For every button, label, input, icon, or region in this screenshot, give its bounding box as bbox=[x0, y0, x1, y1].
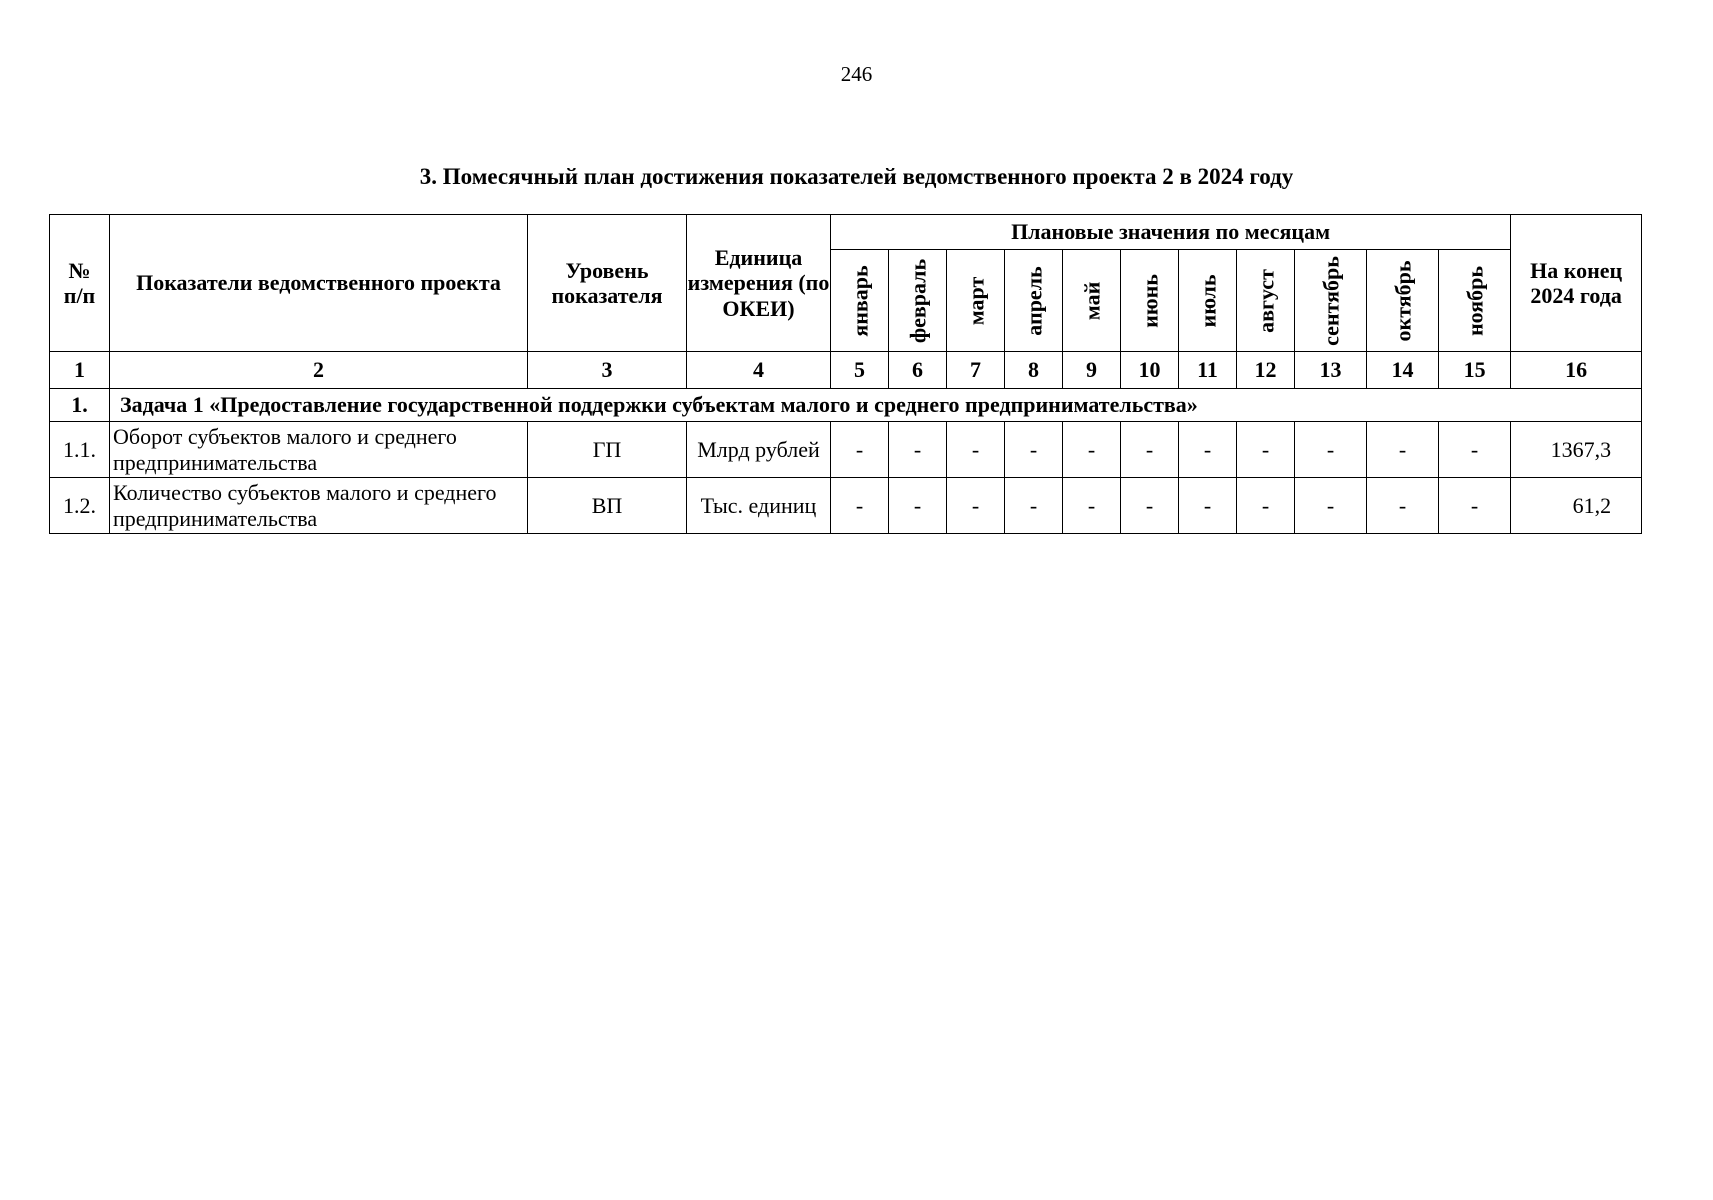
header-level: Уровень показателя bbox=[528, 215, 687, 352]
column-number: 15 bbox=[1439, 352, 1511, 389]
column-number: 4 bbox=[687, 352, 831, 389]
column-number: 2 bbox=[110, 352, 528, 389]
row-level: ВП bbox=[528, 478, 687, 534]
row-month-value: - bbox=[947, 478, 1005, 534]
page-number: 246 bbox=[840, 62, 873, 86]
table-row bbox=[50, 478, 1642, 534]
task-num: 1. bbox=[50, 389, 110, 422]
month-label: март bbox=[962, 276, 988, 325]
header-year-end: На конец 2024 года bbox=[1511, 215, 1642, 352]
row-month-value: - bbox=[1237, 422, 1295, 478]
header-month-6 bbox=[1121, 250, 1179, 352]
column-number: 14 bbox=[1367, 352, 1439, 389]
month-label: январь bbox=[846, 264, 872, 337]
row-month-value: - bbox=[831, 478, 889, 534]
header-month-9 bbox=[1295, 250, 1367, 352]
column-numbers-row bbox=[50, 352, 1642, 389]
header-month-8 bbox=[1237, 250, 1295, 352]
column-number: 10 bbox=[1121, 352, 1179, 389]
row-month-value: - bbox=[1439, 478, 1511, 534]
row-month-value: - bbox=[1295, 478, 1367, 534]
header-month-4 bbox=[1005, 250, 1063, 352]
table-row bbox=[50, 422, 1642, 478]
row-month-value: - bbox=[1121, 422, 1179, 478]
header-month-10 bbox=[1367, 250, 1439, 352]
row-month-value: - bbox=[1063, 422, 1121, 478]
column-number: 16 bbox=[1511, 352, 1642, 389]
column-number: 9 bbox=[1063, 352, 1121, 389]
column-number: 5 bbox=[831, 352, 889, 389]
row-month-value: - bbox=[1005, 422, 1063, 478]
row-month-value: - bbox=[1439, 422, 1511, 478]
column-number: 6 bbox=[889, 352, 947, 389]
row-year-end-value: 61,2 bbox=[1511, 478, 1642, 534]
month-label: май bbox=[1078, 281, 1104, 320]
month-label: февраль bbox=[904, 258, 930, 343]
header-num-line2: п/п bbox=[63, 283, 96, 308]
row-num: 1.1. bbox=[50, 422, 110, 478]
header-month-7 bbox=[1179, 250, 1237, 352]
column-number: 3 bbox=[528, 352, 687, 389]
month-label: апрель bbox=[1020, 265, 1046, 336]
header-month-1 bbox=[831, 250, 889, 352]
row-unit: Млрд рублей bbox=[687, 422, 831, 478]
row-indicator-name: Количество субъектов малого и среднего предпринимательства bbox=[110, 478, 528, 534]
month-label: ноябрь bbox=[1461, 265, 1487, 336]
row-num: 1.2. bbox=[50, 478, 110, 534]
header-month-2 bbox=[889, 250, 947, 352]
row-month-value: - bbox=[889, 478, 947, 534]
header-num bbox=[50, 215, 110, 352]
row-unit: Тыс. единиц bbox=[687, 478, 831, 534]
row-month-value: - bbox=[1179, 422, 1237, 478]
column-number: 12 bbox=[1237, 352, 1295, 389]
month-label: август bbox=[1252, 268, 1278, 333]
row-month-value: - bbox=[831, 422, 889, 478]
header-monthly-group: Плановые значения по месяцам bbox=[831, 215, 1511, 250]
row-month-value: - bbox=[1237, 478, 1295, 534]
header-month-11 bbox=[1439, 250, 1511, 352]
month-label: сентябрь bbox=[1317, 255, 1343, 346]
column-number: 11 bbox=[1179, 352, 1237, 389]
document-title: 3. Помесячный план достижения показателей ведомственного проекта 2 в 2024 году bbox=[419, 164, 1294, 189]
task-text: Задача 1 «Предоставление государственной поддержки субъектам малого и среднего предпринимательства» bbox=[110, 389, 1642, 422]
column-number: 8 bbox=[1005, 352, 1063, 389]
row-month-value: - bbox=[1063, 478, 1121, 534]
column-number: 7 bbox=[947, 352, 1005, 389]
row-month-value: - bbox=[1367, 478, 1439, 534]
header-num-line1: № bbox=[68, 257, 91, 283]
month-label: июль bbox=[1194, 274, 1220, 327]
monthly-plan-table bbox=[49, 214, 1642, 534]
row-month-value: - bbox=[1121, 478, 1179, 534]
row-month-value: - bbox=[1367, 422, 1439, 478]
row-level: ГП bbox=[528, 422, 687, 478]
row-month-value: - bbox=[947, 422, 1005, 478]
row-month-value: - bbox=[1295, 422, 1367, 478]
header-month-5 bbox=[1063, 250, 1121, 352]
row-indicator-name: Оборот субъектов малого и среднего предпринимательства bbox=[110, 422, 528, 478]
header-unit: Единица измерения (по ОКЕИ) bbox=[687, 215, 831, 352]
header-row-top bbox=[50, 215, 1642, 250]
month-label: октябрь bbox=[1389, 260, 1415, 341]
column-number: 13 bbox=[1295, 352, 1367, 389]
row-year-end-value: 1367,3 bbox=[1511, 422, 1642, 478]
header-month-3 bbox=[947, 250, 1005, 352]
task-row bbox=[50, 389, 1642, 422]
month-label: июнь bbox=[1136, 273, 1162, 328]
row-month-value: - bbox=[889, 422, 947, 478]
header-indicator: Показатели ведомственного проекта bbox=[110, 215, 528, 352]
row-month-value: - bbox=[1005, 478, 1063, 534]
row-month-value: - bbox=[1179, 478, 1237, 534]
column-number: 1 bbox=[50, 352, 110, 389]
